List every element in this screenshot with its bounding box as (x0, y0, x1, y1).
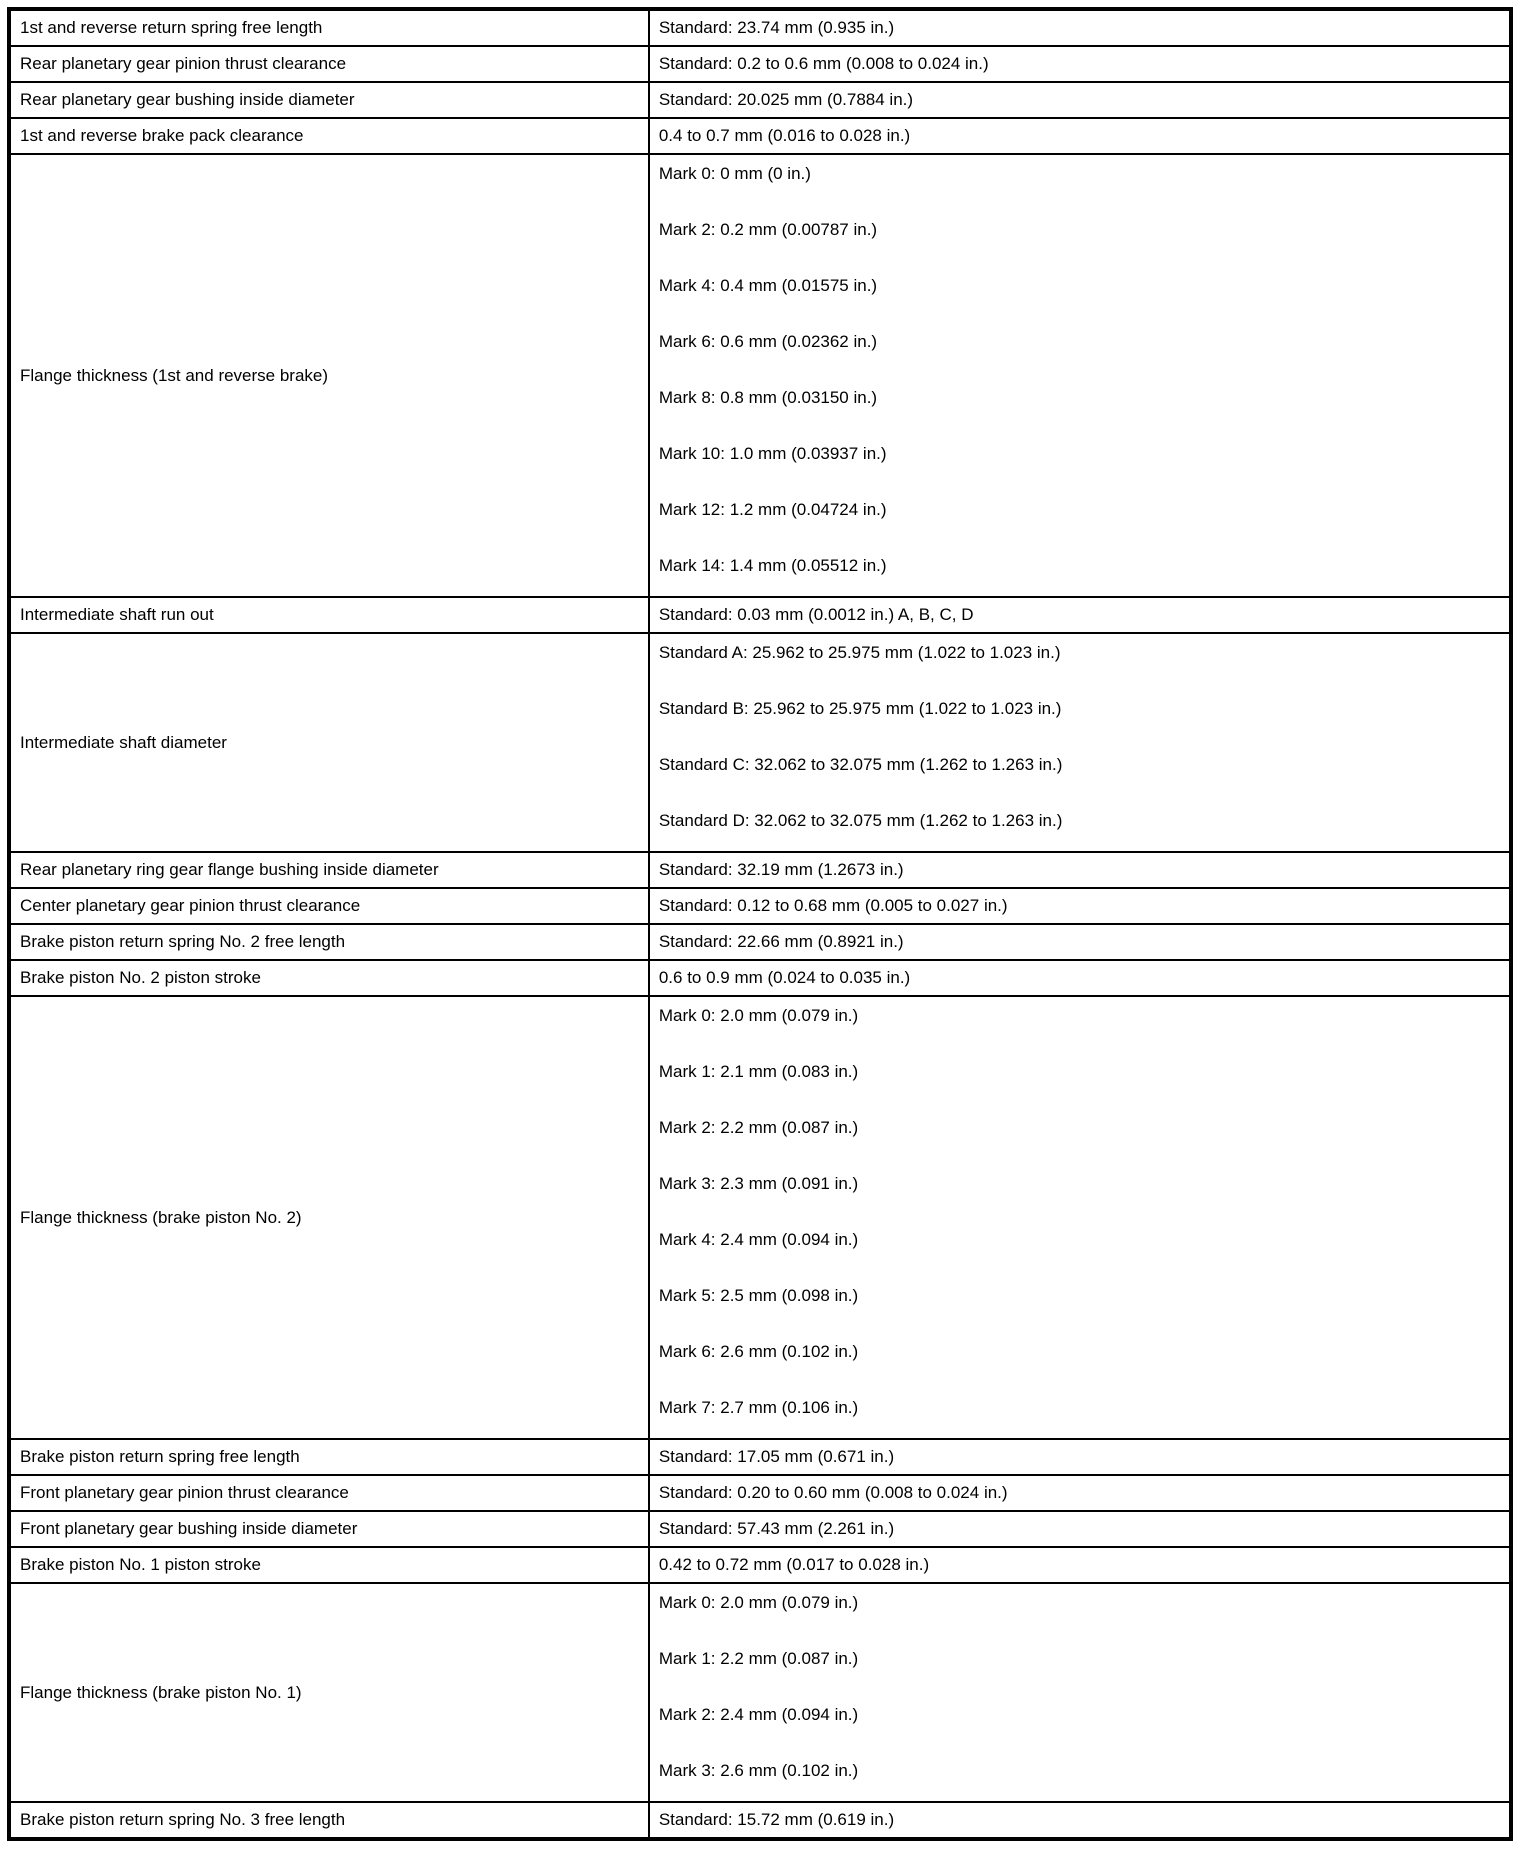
spec-value-line: Standard: 32.19 mm (1.2673 in.) (658, 860, 904, 879)
spec-label: Intermediate shaft diameter (9, 633, 649, 852)
spec-value-line: Mark 2: 2.4 mm (0.094 in.) (658, 1705, 859, 1724)
table-row (9, 924, 1511, 960)
table-row (9, 1439, 1511, 1475)
spec-value-line: Mark 6: 0.6 mm (0.02362 in.) (658, 332, 878, 351)
spec-label: Brake piston return spring No. 3 free length (9, 1802, 649, 1839)
spec-value-line: 0.42 to 0.72 mm (0.017 to 0.028 in.) (658, 1555, 930, 1574)
spec-value-line: Mark 3: 2.6 mm (0.102 in.) (658, 1761, 859, 1780)
spec-value-cell (649, 46, 1511, 82)
table-row (9, 154, 1511, 597)
spec-value-cell (649, 1475, 1511, 1511)
spec-value-line: Standard: 23.74 mm (0.935 in.) (658, 18, 895, 37)
spec-label: Flange thickness (brake piston No. 2) (9, 996, 649, 1439)
spec-value-line: Mark 0: 2.0 mm (0.079 in.) (658, 1006, 859, 1025)
spec-value-line: Standard: 17.05 mm (0.671 in.) (658, 1447, 895, 1466)
spec-value-cell (649, 1439, 1511, 1475)
spec-value-line: Standard: 22.66 mm (0.8921 in.) (658, 932, 904, 951)
spec-value-cell (649, 597, 1511, 633)
spec-value-cell (649, 9, 1511, 46)
spec-value-line: Standard: 15.72 mm (0.619 in.) (658, 1810, 895, 1829)
spec-value-line: Mark 5: 2.5 mm (0.098 in.) (658, 1286, 859, 1305)
spec-value-cell (649, 118, 1511, 154)
spec-table-body (9, 9, 1511, 1839)
spec-value-line: Standard: 0.2 to 0.6 mm (0.008 to 0.024 in.) (658, 54, 989, 73)
spec-label: Brake piston No. 1 piston stroke (9, 1547, 649, 1583)
spec-value-line: Mark 2: 2.2 mm (0.087 in.) (658, 1118, 859, 1137)
table-row (9, 633, 1511, 852)
spec-value-cell (649, 1583, 1511, 1802)
spec-value-line: Mark 7: 2.7 mm (0.106 in.) (658, 1398, 859, 1417)
spec-value-cell (649, 888, 1511, 924)
spec-label: Intermediate shaft run out (9, 597, 649, 633)
spec-value-cell (649, 154, 1511, 597)
spec-label: Center planetary gear pinion thrust clearance (9, 888, 649, 924)
spec-value-line: Standard: 0.12 to 0.68 mm (0.005 to 0.027 in.) (658, 896, 1008, 915)
spec-label: Brake piston No. 2 piston stroke (9, 960, 649, 996)
spec-label: Flange thickness (brake piston No. 1) (9, 1583, 649, 1802)
spec-value-line: Mark 0: 2.0 mm (0.079 in.) (658, 1593, 859, 1612)
table-row (9, 888, 1511, 924)
spec-value-cell (649, 633, 1511, 852)
table-row (9, 1511, 1511, 1547)
specifications-table (7, 7, 1513, 1841)
table-row (9, 1802, 1511, 1839)
spec-value-cell (649, 1511, 1511, 1547)
table-row (9, 82, 1511, 118)
spec-value-line: Standard: 0.03 mm (0.0012 in.) A, B, C, D (658, 605, 974, 624)
spec-value-cell (649, 82, 1511, 118)
spec-value-line: Mark 6: 2.6 mm (0.102 in.) (658, 1342, 859, 1361)
spec-label: Rear planetary gear pinion thrust clearance (9, 46, 649, 82)
spec-value-line: 0.4 to 0.7 mm (0.016 to 0.028 in.) (658, 126, 911, 145)
spec-value-cell (649, 1802, 1511, 1839)
spec-value-line: Mark 2: 0.2 mm (0.00787 in.) (658, 220, 878, 239)
spec-value-cell (649, 960, 1511, 996)
spec-value-line: Standard D: 32.062 to 32.075 mm (1.262 to 1.263 in.) (658, 811, 1063, 830)
table-row (9, 960, 1511, 996)
spec-value-cell (649, 996, 1511, 1439)
spec-value-line: Mark 4: 2.4 mm (0.094 in.) (658, 1230, 859, 1249)
spec-value-line: Mark 14: 1.4 mm (0.05512 in.) (658, 556, 887, 575)
spec-value-line: Mark 8: 0.8 mm (0.03150 in.) (658, 388, 878, 407)
table-row (9, 852, 1511, 888)
spec-value-line: Standard: 0.20 to 0.60 mm (0.008 to 0.024 in.) (658, 1483, 1008, 1502)
spec-label: Brake piston return spring No. 2 free length (9, 924, 649, 960)
spec-value-line: Mark 4: 0.4 mm (0.01575 in.) (658, 276, 878, 295)
spec-value-line: Mark 1: 2.2 mm (0.087 in.) (658, 1649, 859, 1668)
table-row (9, 597, 1511, 633)
spec-value-line: Mark 3: 2.3 mm (0.091 in.) (658, 1174, 859, 1193)
spec-value-line: Mark 0: 0 mm (0 in.) (658, 164, 811, 183)
spec-label: Front planetary gear bushing inside diameter (9, 1511, 649, 1547)
spec-label: Rear planetary gear bushing inside diameter (9, 82, 649, 118)
spec-value-line: Standard: 57.43 mm (2.261 in.) (658, 1519, 895, 1538)
spec-label: Front planetary gear pinion thrust clearance (9, 1475, 649, 1511)
spec-value-line: Mark 12: 1.2 mm (0.04724 in.) (658, 500, 887, 519)
spec-label: 1st and reverse brake pack clearance (9, 118, 649, 154)
spec-label: Brake piston return spring free length (9, 1439, 649, 1475)
table-row (9, 46, 1511, 82)
spec-value-line: 0.6 to 0.9 mm (0.024 to 0.035 in.) (658, 968, 911, 987)
table-row (9, 1547, 1511, 1583)
table-row (9, 118, 1511, 154)
spec-label: Flange thickness (1st and reverse brake) (9, 154, 649, 597)
spec-value-cell (649, 1547, 1511, 1583)
spec-label: Rear planetary ring gear flange bushing inside diameter (9, 852, 649, 888)
table-row (9, 1475, 1511, 1511)
table-row (9, 996, 1511, 1439)
spec-value-line: Mark 1: 2.1 mm (0.083 in.) (658, 1062, 859, 1081)
table-row (9, 9, 1511, 46)
spec-value-line: Mark 10: 1.0 mm (0.03937 in.) (658, 444, 887, 463)
spec-value-cell (649, 924, 1511, 960)
spec-value-cell (649, 852, 1511, 888)
table-row (9, 1583, 1511, 1802)
spec-value-line: Standard C: 32.062 to 32.075 mm (1.262 to 1.263 in.) (658, 755, 1063, 774)
spec-value-line: Standard: 20.025 mm (0.7884 in.) (658, 90, 914, 109)
spec-value-line: Standard B: 25.962 to 25.975 mm (1.022 to 1.023 in.) (658, 699, 1062, 718)
spec-label: 1st and reverse return spring free length (9, 9, 649, 46)
spec-value-line: Standard A: 25.962 to 25.975 mm (1.022 to 1.023 in.) (658, 643, 1061, 662)
